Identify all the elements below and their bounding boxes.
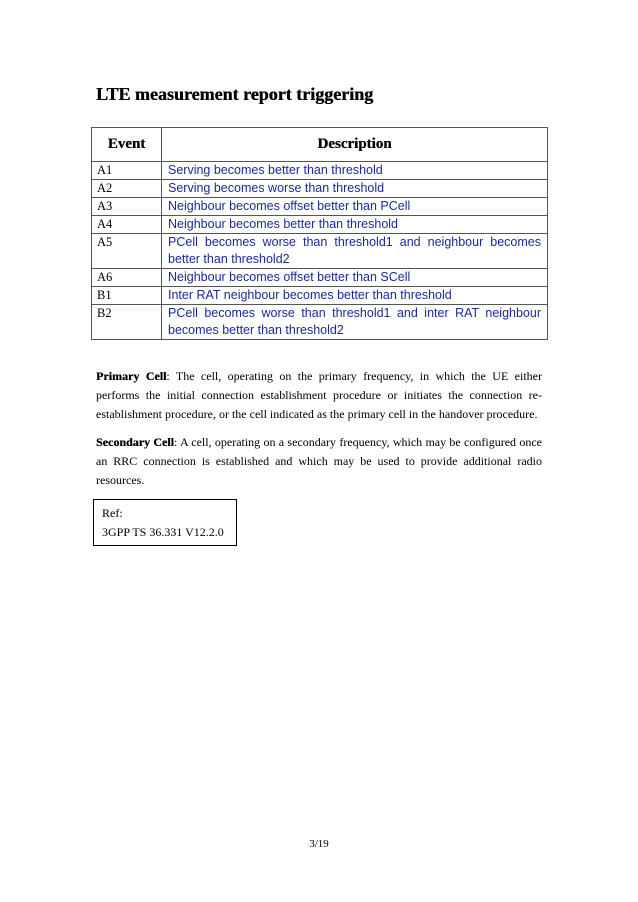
primary-cell-text: : The cell, operating on the primary frequency, in which the UE either performs the initial connection establishment procedure or initiates the connection re-establishment procedure, or the cell indicated as the primary cell in the handover procedure. (96, 369, 542, 421)
table-header-row (92, 128, 548, 162)
description-cell: Serving becomes worse than threshold (162, 180, 548, 198)
secondary-cell-text: : A cell, operating on a secondary frequency, which may be configured once an RRC connection is established and which may be used to provide additional radio resources. (96, 435, 542, 487)
description-column-header: Description (162, 128, 548, 162)
event-column-header: Event (92, 128, 162, 162)
reference-value: 3GPP TS 36.331 V12.2.0 (102, 525, 224, 539)
table-row (92, 162, 548, 180)
description-cell: PCell becomes worse than threshold1 and neighbour becomes better than threshold2 (162, 234, 548, 269)
description-cell: Neighbour becomes offset better than SCell (162, 269, 548, 287)
event-cell: A2 (92, 180, 162, 198)
description-cell: Inter RAT neighbour becomes better than threshold (162, 287, 548, 305)
description-cell: Neighbour becomes offset better than PCell (162, 198, 548, 216)
description-cell: Serving becomes better than threshold (162, 162, 548, 180)
table-row (92, 216, 548, 234)
table-row (92, 287, 548, 305)
primary-cell-term: Primary Cell (96, 369, 167, 383)
event-cell: B2 (92, 305, 162, 340)
events-table (91, 127, 548, 340)
event-cell: A5 (92, 234, 162, 269)
secondary-cell-term: Secondary Cell (96, 435, 174, 449)
page-number: 3/19 (309, 838, 329, 850)
event-cell: A3 (92, 198, 162, 216)
event-cell: B1 (92, 287, 162, 305)
table-row (92, 198, 548, 216)
page-title: LTE measurement report triggering (96, 84, 374, 104)
reference-box (93, 499, 237, 546)
table-row (92, 180, 548, 198)
reference-label: Ref: (102, 506, 123, 520)
secondary-cell-definition (96, 433, 542, 490)
primary-cell-definition (96, 367, 542, 424)
table-row (92, 234, 548, 269)
table-row (92, 305, 548, 340)
event-cell: A4 (92, 216, 162, 234)
event-cell: A1 (92, 162, 162, 180)
event-cell: A6 (92, 269, 162, 287)
description-cell: Neighbour becomes better than threshold (162, 216, 548, 234)
table-row (92, 269, 548, 287)
description-cell: PCell becomes worse than threshold1 and inter RAT neighbour becomes better than threshold2 (162, 305, 548, 340)
